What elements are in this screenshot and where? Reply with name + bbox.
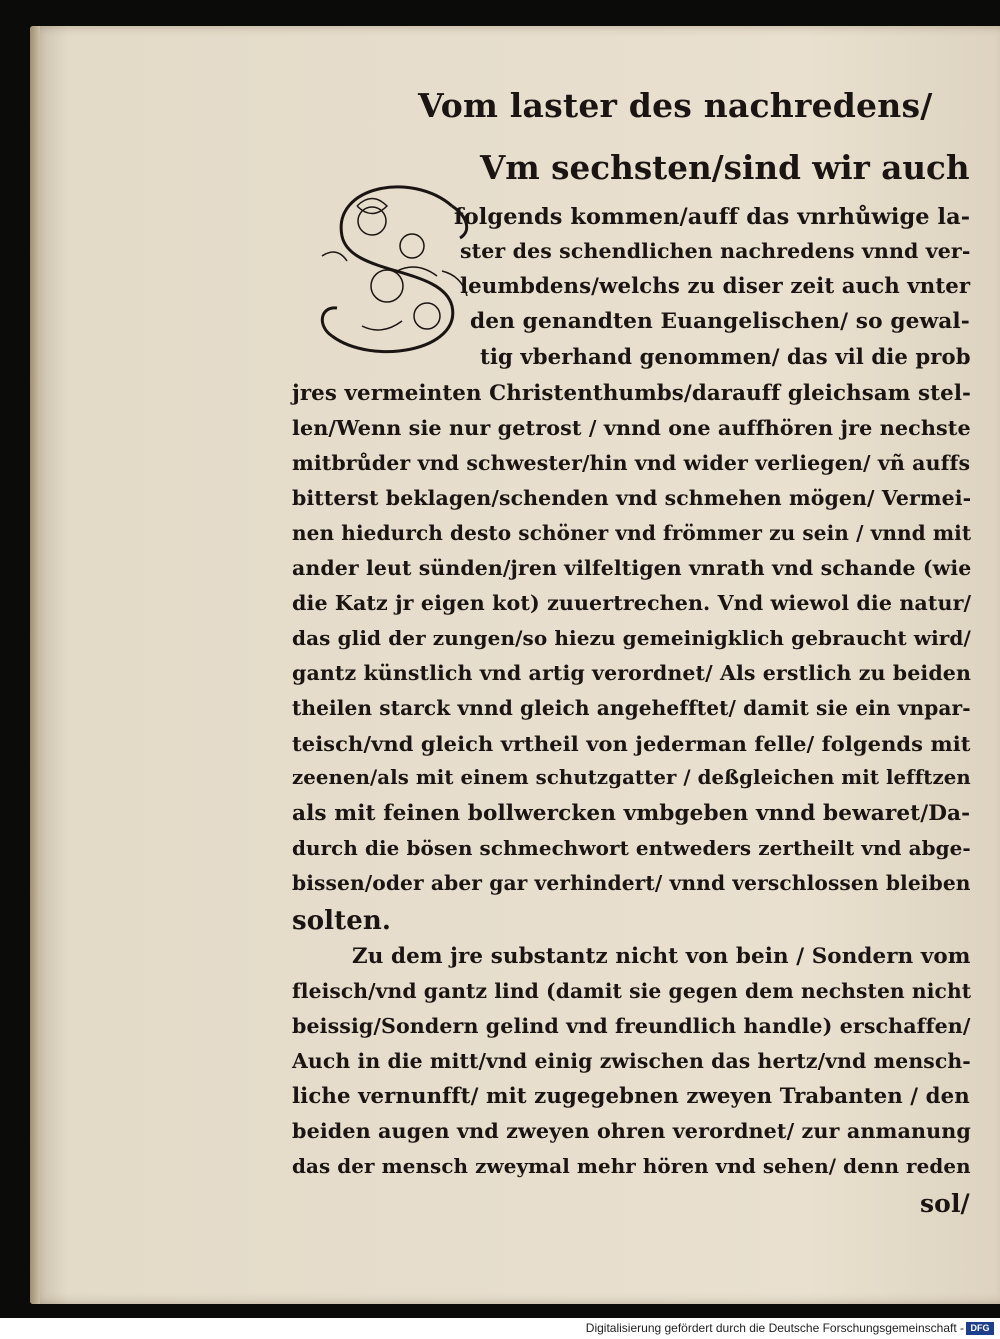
text-line: liche vernunfft/ mit zugegebnen zweyen Trabanten / den — [292, 1084, 970, 1109]
text-line: gantz künstlich vnd artig verordnet/ Als erstlich zu beiden — [292, 661, 971, 685]
text-line: das glid der zungen/so hiezu gemeinigklich gebraucht wird/ — [292, 626, 971, 650]
text-line: durch die bösen schmechwort entweders zertheilt vnd abge- — [292, 836, 971, 860]
first-line: Vm sechsten/sind wir auch — [480, 148, 970, 187]
text-line: Zu dem jre substantz nicht von bein / Sondern vom — [352, 944, 971, 969]
text-line: nen hiedurch desto schöner vnd frömmer zu sein / vnnd mit — [292, 521, 972, 545]
text-line: jres vermeinten Christenthumbs/darauff gleichsam stel- — [292, 381, 971, 406]
text-line: den genandten Euangelischen/ so gewal- — [470, 309, 970, 334]
book-page — [30, 26, 1000, 1304]
text-line: das der mensch zweymal mehr hören vnd sehen/ denn reden — [292, 1154, 971, 1178]
page-spine-edge — [30, 26, 40, 1304]
text-line: folgends kommen/auff das vnrhůwige la- — [454, 204, 971, 230]
dfg-logo-icon: DFG — [966, 1322, 994, 1335]
text-line: tig vberhand genommen/ das vil die prob — [480, 344, 971, 369]
text-line: leumbdens/welchs zu diser zeit auch vnter — [460, 274, 971, 299]
text-line: als mit feinen bollwercken vmbgeben vnnd bewaret/Da- — [292, 801, 971, 826]
text-line: ander leut sünden/jren vilfeltigen vnrath vnd schande (wie — [292, 556, 972, 580]
text-line: theilen starck vnnd gleich angehefftet/ damit sie ein vnpar- — [292, 696, 971, 720]
running-head: Vom laster des nachredens/ — [418, 86, 933, 125]
text-line: zeenen/als mit einem schutzgatter / deßgleichen mit lefftzen — [292, 766, 971, 789]
text-line: bissen/oder aber gar verhindert/ vnnd verschlossen bleiben — [292, 871, 971, 895]
text-line: beiden augen vnd zweyen ohren verordnet/ zur anmanung — [292, 1119, 971, 1143]
text-line: Auch in die mitt/vnd einig zwischen das hertz/vnd mensch- — [292, 1049, 971, 1073]
text-line: beissig/Sondern gelind vnd freundlich handle) erschaffen/ — [292, 1014, 971, 1038]
text-line: mitbrůder vnd schwester/hin vnd wider verliegen/ vñ auffs — [292, 451, 971, 475]
text-line: ster des schendlichen nachredens vnnd ver- — [460, 239, 971, 263]
text-line: teisch/vnd gleich vrtheil von jederman felle/ folgends mit — [292, 731, 971, 756]
text-line: die Katz jr eigen kot) zuuertrechen. Vnd wiewol die natur/ — [292, 591, 972, 615]
page-text-block — [30, 26, 1000, 1304]
text-line: solten. — [292, 906, 392, 936]
footer-credit: Digitalisierung gefördert durch die Deutsche Forschungsgemeinschaft - — [585, 1321, 964, 1335]
text-line: len/Wenn sie nur getrost / vnnd one auffhören jre nechste — [292, 416, 971, 440]
text-line: fleisch/vnd gantz lind (damit sie gegen dem nechsten nicht — [292, 979, 972, 1003]
catchword: sol/ — [920, 1189, 970, 1218]
text-line: bitterst beklagen/schenden vnd schmehen mögen/ Vermei- — [292, 486, 972, 510]
